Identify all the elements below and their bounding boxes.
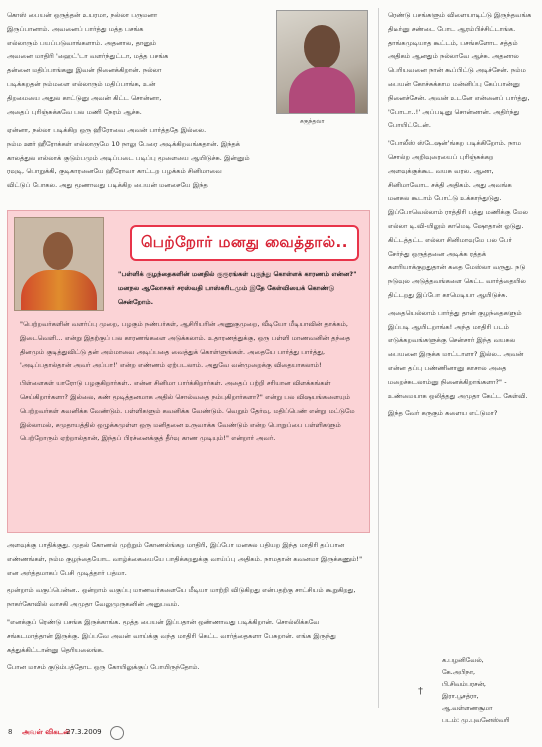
text-line: கொஸ் பையன் ஒருத்தன் உயரமா, நல்லா பருமனா [7, 11, 158, 19]
article-mid-paragraph [7, 124, 365, 193]
text-line: அவனை மாதிரி 'ஹைட்'டா வளர்ந்துட்டா, மத்த பசங்க [7, 52, 169, 61]
text-line: திறமையை அதுல காட்டுனு அவன் கிட்ட சொன்னா, [7, 93, 162, 102]
article-bottom-text [7, 539, 365, 679]
text-line: இருப்பானாம். அவனைப் பார்த்து மத்த பசங்க [7, 24, 144, 33]
text-line: நம்ம ஊர் ஹீரோக்கள் எல்லாருமே 10 நாலு பேரை அடிக்கிறவங்கதான். இந்தக் [7, 139, 241, 148]
text-line: விட்டுப் போகல. அது மூணாவது படிக்கிற பையன் மனசையே இந்த [7, 181, 208, 190]
page-footer [0, 726, 542, 742]
text-line: ஏன்னா, நல்லா படிக்கிற ஒரு ஹீரோவை அவன் பார்த்ததே இல்லை. [7, 126, 207, 134]
signature-ornament-icon: † [418, 686, 423, 697]
paragraph: 'போலீஸ் ஸ்டேஷன்'ங்கற படிக்கிறோம். நாம சொல்ற அறிவுரையைப் புரிஞ்சுக்கற அளவுக்குக்கூட வயசு வரல. ஆனா, சினிமாவோட சக்தி அதிகம். அது அவங்க மனசுல கூடாம் போட்டு உக்காந்துடுது. இப்போவெல்லாம் ராத்திரி பத்து மணிக்கு மேல எல்லா டி.வி-யிலும் காமெடி ஷோதான் ஓடுது. கிட்டத்தட்ட எல்லா சினிமாவுமே பல பேர் சேர்ந்து ஒருத்தனை அடிக்க ரத்தக் களரியாக்குறதுதான் கதை மேஸ்லா வருது. நடு நடுவுல அடுத்தவங்களை கெட்ட வார்த்தையில திட்டறது இப்போ காமெடியா ஆயிடுச்சு. [388, 139, 528, 299]
credit-line: படம்: மு.புவனேஸ்வரி [442, 716, 510, 724]
paragraph: அளவுக்கு பாதிக்குது. முதல் கோணல் முற்றும் கோணல்ங்கற மாதிரி, இப்போ மனசுல பதியற இந்த மாதிரி தப்பான எண்ணங்கள், நம்ம குழந்தையோட வாழ்க்கையையே பாதிக்கறதுக்கு வாய்ப்பு அதிகம். நாமதான் கவனமா இருக்கணும்!" என அர்த்தமாகப் பேசி முடித்தார் பத்மா. [7, 541, 363, 577]
sidebar-body [20, 318, 360, 450]
portrait-photo-counselor [14, 217, 104, 311]
right-column-text [388, 9, 532, 425]
logo-icon [110, 726, 124, 740]
credit-line: கே.அபிநா, [442, 668, 476, 676]
credit-line: பி.சிவம்பரசன், [442, 680, 486, 688]
photo-face [43, 232, 73, 270]
article-top-paragraph [7, 9, 269, 119]
publication-name: அவள் விகடன் [22, 728, 71, 736]
photo-caption: சகுந்தலா [300, 118, 325, 125]
text-line: ரவுடி, பொறுக்கி, குடிகாரனையே ஹீரோவா காட்டற பழக்கம் சினிமாவை [7, 167, 222, 176]
photo-face [304, 25, 340, 69]
text-line: படிக்கறதன் நம்மளை எல்லாரும் மதிப்பாங்க, உன் [7, 79, 156, 88]
page-number: 8 [8, 728, 13, 736]
paragraph: ரெண்டு பசங்களும் விளையாடிட்டு இருந்தவங்க திடீர்னு சண்டை போட ஆரம்பிச்சிட்டாங்க. தாங்கமுடியாத கூட்டம், பசங்களோட சத்தம் அதிகம் ஆனதும் நல்லாவே ஆச்சு. அதனால பெரியவனை நான் கூப்பிட்டு அடிச்சேன். நம்ம பையன் கோச்சுக்காம மன்னிப்பு கேப்பான்னு நினைச்சேன். அவன் உடனே என்னைப் பார்த்து, 'போடா..!' அப்படினு சொன்னான். அதிர்ந்து போயிட்டேன். [388, 11, 532, 130]
text-line: எல்லாரும் பயப்படுவாங்களாம். அதனால, தானும் [7, 38, 157, 47]
column-divider [378, 8, 379, 708]
paragraph: "எனக்குப் ரெண்டு பசங்க இருக்காங்க. மூத்த பையன் இப்பதான் ஒண்ணாவது படிக்கிறான். சொல்லிக்கவே சங்கடமாத்தான் இருக்கு. இப்பவே அவன் வாய்க்கு வந்த மாதிரி கெட்ட வார்த்தைகளா பேசுறான். எங்க இருந்து கத்துக்கிட்டான்னு தெரியலைங்க. [7, 617, 336, 654]
photo-body [289, 67, 355, 113]
text-line: அதைப் புரிஞ்சுக்கவே பல மணி நேரம் ஆச்சு. [7, 107, 142, 116]
credit-line: க.பழனிவேல், [442, 656, 484, 664]
sidebar-paragraph: "பெற்றவர்களின் வளர்ப்பு முறை, பழகும் நண்பர்கள், ஆசிரியரின் அணுகுமுறை, வீடியோ மீடியாவின் தாக்கம், இடைவெளி... என்று இதற்குப் பல காரணங்களை அடுக்கலாம். உதாரணத்துக்கு, ஒரு பள்ளி மாணவனின் தந்தை தினமும் குடித்துவிட்டு தன் அம்மாவை அடிப்பதை வைத்துக் கொள்ளுங்கள். அதையே பார்த்து பார்த்து, 'அடிப்பதால்தான் அவர் அப்பா!' என்ற எண்ணம் ஏற்படலாம். அதுவே வன்முறைக்கு விதையாகலாம்! [20, 320, 351, 370]
paragraph: போன மாசம் குடும்பத்தோட ஒரு கோயிலுக்குப் போயிருந்தோம். [7, 663, 200, 672]
sidebar-paragraph: பிள்ளைகள் யாரோடு பழகுகிறார்கள்.. என்ன சினிமா பார்க்கிறார்கள். அதைப் பற்றி சரியான விளக்கங்கள் செய்கிறார்களா? இல்லை, கண் மூடித்தனமாக அதில் சொல்வதை நம்புகிறார்களா?" என்று பல விஷயங்களையும் பெற்றவர்கள் கவனிக்க வேண்டும். பள்ளிகளும் கவனிக்க வேண்டும். வெறும் தேர்வு, மதிப்பெண் என்று மட்டுமே இல்லாமல், சமுதாயத்தில் ஒழுக்கமுள்ள ஒரு மனிதனை உருவாக்க வேண்டும் என்ற பொறுப்பை பள்ளிகளும் பெற்றோரும் ஏற்றால்தான், இந்தப் பிரச்னைக்குத் தீர்வு காண முடியும்!" என்றார் அவர். [20, 379, 355, 443]
credit-line: இரா.பூசத்ரா, [442, 692, 479, 700]
credit-line: ஆ.வள்ளணசூமா [442, 704, 493, 712]
photo-saree [21, 270, 97, 310]
text-line: காலத்துல எல்லாக் குடும்பமும் அடிப்படை படிப்பு மூளையை ஆயிடுச்சு. இன்னும் [7, 153, 250, 162]
paragraph: இந்த வேர் கருகும் களைய எட்டுமா? [388, 409, 498, 418]
author-credits [442, 654, 509, 726]
paragraph: அதையெல்லாம் பார்த்து தான் குழந்தைகளும் இப்படி ஆயிடறாங்க! அந்த மாதிரி படம் எடுக்கறவங்களுக்கு சென்சார் இந்த வயசுல பையனை இருக்க மாட்டாளா? இல்ல.. அவன் என்ன தப்பு பண்ணினானு காசால அதை மறைச்சுடலாம்னு நினைக்கிறாங்களா?" - உண்மையாக ஒலித்தது அமுதா கேட்ட கேள்வி. [388, 308, 528, 400]
portrait-photo-woman [276, 10, 368, 114]
paragraph: மூன்றாம் வகுப்பென்ன.. ஒன்றாம் வகுப்பு மாணவர்களையே மீடியா மாற்றி விடுகிறது என்பதற்கு சாட்சியம் கூறுகிறது, நாகர்கோவில் வாசகி அமுதா வேலுமுருகனின் அனுபவம். [7, 586, 356, 609]
text-line: தன்னை மதிப்பாங்கனு இவன் நினைக்கிறான். நல்லா [7, 66, 162, 75]
issue-date: 27.3.2009 [66, 728, 102, 736]
sidebar-title: பெற்றோர் மனது வைத்தால்.. [130, 225, 359, 261]
sidebar-intro: "பள்ளிக் குழந்தைகளின் மனதில் குரூரங்கள் புகுந்து கொள்ளக் காரணம் என்ன?" மனநல ஆலோசகர் சரஸ்வதி பாஸ்கரிடமும் இதே கேள்வியைக் கொண்டு சென்றோம். [118, 270, 357, 306]
